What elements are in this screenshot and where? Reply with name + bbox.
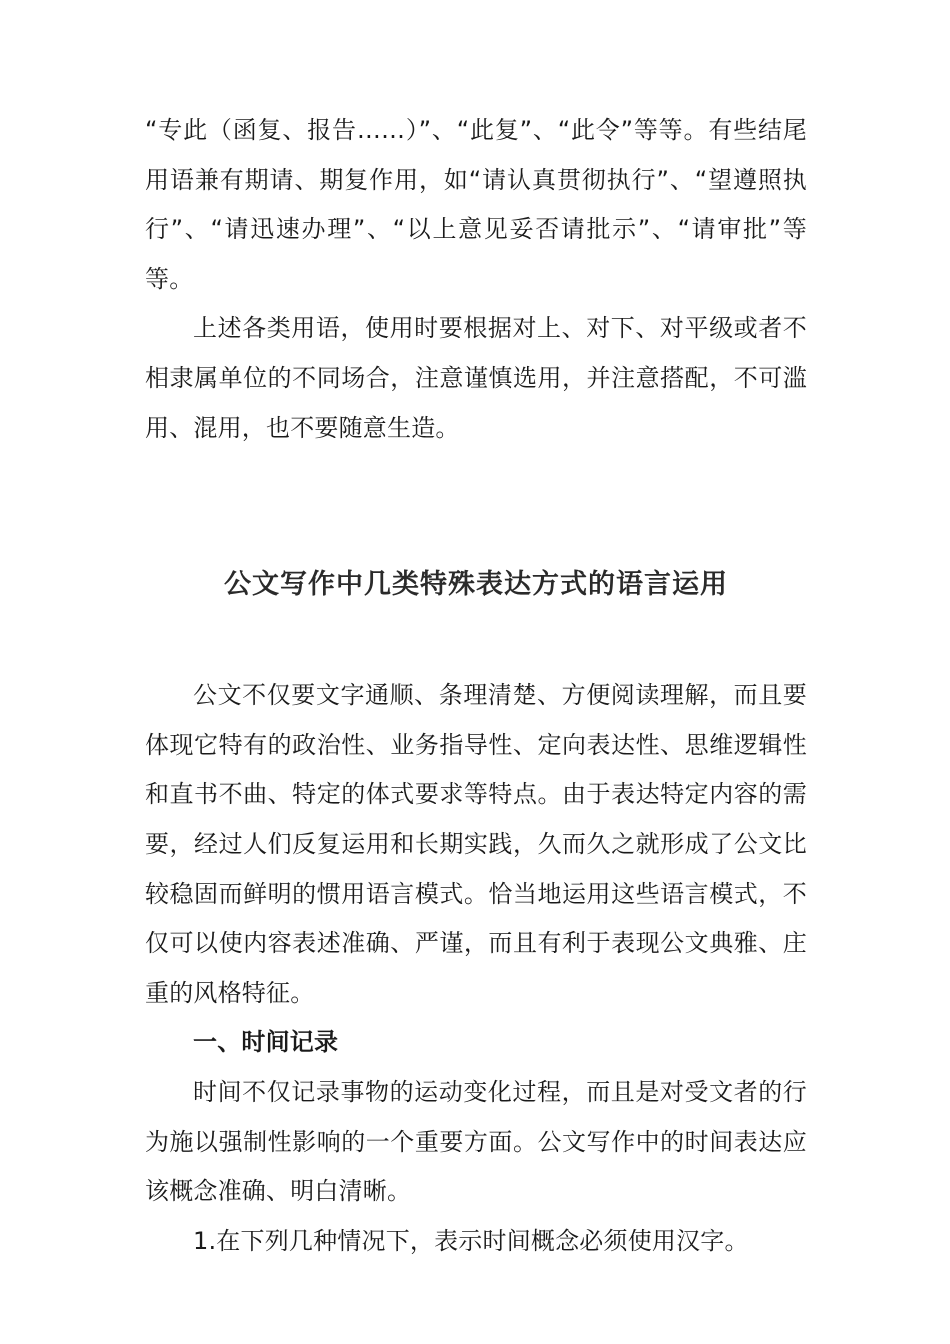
section-paragraph-rule-1: 1.在下列几种情况下，表示时间概念必须使用汉字。 — [193, 1226, 749, 1255]
intro-paragraph-continued: “专此（函复、报告……）”、“此复”、“此令”等等。有些结尾用语兼有期请、期复作用，如“请认真贯彻执行”、“望遵照执行”、“请迅速办理”、“以上意见妥否请批示”、“请审批”等等。 — [145, 116, 807, 293]
intro-paragraph-usage-note: 上述各类用语，使用时要根据对上、对下、对平级或者不相隶属单位的不同场合，注意谨慎选用，并注意搭配，不可滥用、混用，也不要随意生造。 — [145, 314, 807, 442]
document-page — [145, 106, 807, 1266]
document-title: 公文写作中几类特殊表达方式的语言运用 — [224, 569, 728, 601]
section-heading: 一、时间记录 — [193, 1028, 339, 1057]
section-paragraph-time: 时间不仅记录事物的运动变化过程，而且是对受文者的行为施以强制性影响的一个重要方面。公文写作中的时间表达应该概念准确、明白清晰。 — [145, 1077, 807, 1206]
body-paragraph-overview: 公文不仅要文字通顺、条理清楚、方便阅读理解，而且要体现它特有的政治性、业务指导性、定向表达性、思维逻辑性和直书不曲、特定的体式要求等特点。由于表达特定内容的需要，经过人们反复运用和长期实践，久而久之就形成了公文比较稳固而鲜明的惯用语言模式。恰当地运用这些语言模式，不仅可以使内容表述准确、严谨，而且有利于表现公文典雅、庄重的风格特征。 — [145, 681, 807, 1007]
